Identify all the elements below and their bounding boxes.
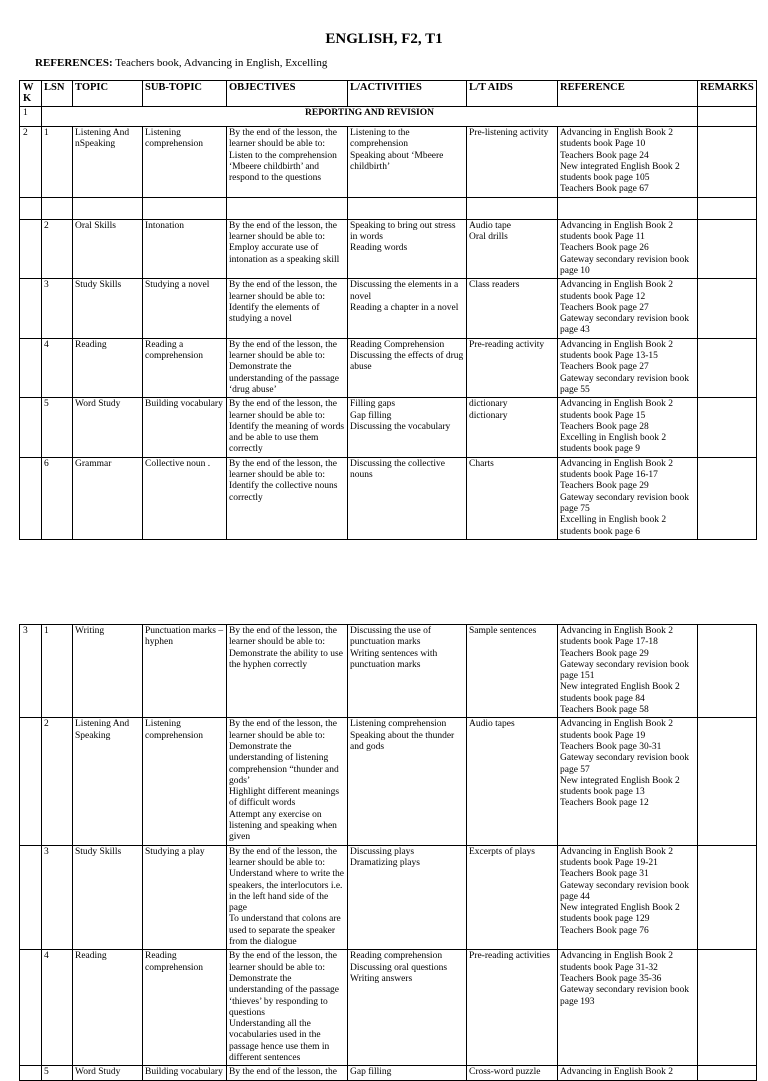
cell-topic: Grammar [73, 457, 143, 539]
week-1-remarks [698, 107, 757, 127]
cell-lsn: 6 [42, 457, 73, 539]
cell-subtopic: Collective noun . [143, 457, 227, 539]
cell-subtopic: Building vocabulary [143, 398, 227, 457]
cell-subtopic: Listening comprehension [143, 127, 227, 198]
cell-wk [20, 457, 42, 539]
cell-lsn: 3 [42, 279, 73, 338]
table-row [20, 338, 757, 397]
cell-lsn: 1 [42, 625, 73, 718]
table-row [20, 398, 757, 457]
cell-activities: Listening to the comprehension Speaking about ‘Mbeere childbirth’ [348, 127, 467, 198]
cell-objectives: By the end of the lesson, the learner should be able to: Employ accurate use of intonation as a speaking skill [227, 219, 348, 278]
cell-activities: Discussing plays Dramatizing plays [348, 845, 467, 950]
cell-remarks [698, 398, 757, 457]
cell-remarks [698, 197, 757, 219]
table-header-row [20, 81, 757, 107]
cell-reference: Advancing in English Book 2 students book Page 19 Teachers Book page 30-31 Gateway secondary revision book page 57 New integrated English Book 2 students book page 13 Teachers Book page 12 [558, 718, 698, 845]
cell-activities: Discussing the elements in a novel Reading a chapter in a novel [348, 279, 467, 338]
header-objectives: OBJECTIVES [227, 81, 348, 107]
cell-reference: Advancing in English Book 2 students book Page 15 Teachers Book page 28 Excelling in English book 2 students book page 9 [558, 398, 698, 457]
cell-wk: 2 [20, 127, 42, 198]
cell-topic: Listening And nSpeaking [73, 127, 143, 198]
cell-remarks [698, 457, 757, 539]
cell-lsn: 4 [42, 338, 73, 397]
cell-objectives: By the end of the lesson, the learner should be able to: Listen to the comprehension ‘Mbeere childbirth’ and respond to the questions [227, 127, 348, 198]
cell-reference: Advancing in English Book 2 students book Page 11 Teachers Book page 26 Gateway secondary revision book page 10 [558, 219, 698, 278]
table-row [20, 219, 757, 278]
table-row [20, 457, 757, 539]
cell-objectives: By the end of the lesson, the learner should be able to: Demonstrate the understanding of the passage ‘drug abuse’ [227, 338, 348, 397]
cell-topic: Reading [73, 338, 143, 397]
cell-activities: Filling gaps Gap filling Discussing the vocabulary [348, 398, 467, 457]
cell-remarks [698, 718, 757, 845]
page-title: ENGLISH, F2, T1 [325, 31, 443, 47]
cell-aids: Audio tape Oral drills [467, 219, 558, 278]
references-line [35, 57, 327, 69]
cell-topic: Study Skills [73, 279, 143, 338]
cell-topic: Writing [73, 625, 143, 718]
cell-lsn [42, 197, 73, 219]
cell-objectives: By the end of the lesson, the learner should be able to: Demonstrate the understanding of listening comprehension “thunder and gods’ Highlight different meanings of difficult words Attempt any exercise on listening and speaking when given [227, 718, 348, 845]
cell-remarks [698, 279, 757, 338]
cell-wk [20, 398, 42, 457]
header-remarks: REMARKS [698, 81, 757, 107]
cell-remarks [698, 127, 757, 198]
week-1-number: 1 [20, 107, 42, 127]
table-row [20, 197, 757, 219]
cell-subtopic: Listening comprehension [143, 718, 227, 845]
cell-reference: Advancing in English Book 2 students book Page 17-18 Teachers Book page 29 Gateway secondary revision book page 151 New integrated English Book 2 students book page 84 Teachers Book page 58 [558, 625, 698, 718]
cell-wk [20, 197, 42, 219]
cell-aids: Charts [467, 457, 558, 539]
cell-reference: Advancing in English Book 2 students book Page 13-15 Teachers Book page 27 Gateway secondary revision book page 55 [558, 338, 698, 397]
cell-lsn: 4 [42, 950, 73, 1066]
cell-lsn: 2 [42, 219, 73, 278]
cell-objectives: By the end of the lesson, the learner should be able to: Demonstrate the ability to use the hyphen correctly [227, 625, 348, 718]
cell-wk [20, 950, 42, 1066]
table-row [20, 950, 757, 1066]
cell-subtopic: Punctuation marks – hyphen [143, 625, 227, 718]
cell-wk [20, 1066, 42, 1080]
cell-aids: Audio tapes [467, 718, 558, 845]
cell-wk [20, 338, 42, 397]
cell-lsn: 2 [42, 718, 73, 845]
cell-aids: Sample sentences [467, 625, 558, 718]
table-row [20, 625, 757, 718]
cell-objectives: By the end of the lesson, the learner should be able to: Understand where to write the speakers, the interlocutors i.e. in the left hand side of the page To understand that colons are used to separate the speaker from the dialogue [227, 845, 348, 950]
table-row [20, 279, 757, 338]
cell-reference: Advancing in English Book 2 students book Page 16-17 Teachers Book page 29 Gateway secondary revision book page 75 Excelling in English book 2 students book page 6 [558, 457, 698, 539]
scheme-table-2 [19, 624, 757, 1081]
cell-subtopic: Studying a play [143, 845, 227, 950]
cell-aids: dictionary dictionary [467, 398, 558, 457]
cell-activities: Listening comprehension Speaking about the thunder and gods [348, 718, 467, 845]
cell-remarks [698, 1066, 757, 1080]
cell-subtopic: Intonation [143, 219, 227, 278]
cell-reference: Advancing in English Book 2 [558, 1066, 698, 1080]
cell-aids: Cross-word puzzle [467, 1066, 558, 1080]
cell-lsn: 1 [42, 127, 73, 198]
cell-activities: Reading comprehension Discussing oral questions Writing answers [348, 950, 467, 1066]
cell-reference: Advancing in English Book 2 students book Page 31-32 Teachers Book page 35-36 Gateway secondary revision book page 193 [558, 950, 698, 1066]
cell-reference [558, 197, 698, 219]
references-text: Teachers book, Advancing in English, Excelling [115, 57, 328, 69]
cell-remarks [698, 950, 757, 1066]
cell-activities: Reading Comprehension Discussing the effects of drug abuse [348, 338, 467, 397]
cell-subtopic: Building vocabulary [143, 1066, 227, 1080]
cell-reference: Advancing in English Book 2 students book Page 19-21 Teachers Book page 31 Gateway secondary revision book page 44 New integrated English Book 2 students book page 129 Teachers Book page 76 [558, 845, 698, 950]
cell-topic [73, 197, 143, 219]
cell-subtopic: Reading comprehension [143, 950, 227, 1066]
header-topic: TOPIC [73, 81, 143, 107]
cell-objectives: By the end of the lesson, the learner should be able to: Identify the elements of studying a novel [227, 279, 348, 338]
cell-activities: Gap filling [348, 1066, 467, 1080]
header-reference: REFERENCE [558, 81, 698, 107]
header-aids: L/T AIDS [467, 81, 558, 107]
cell-aids: Excerpts of plays [467, 845, 558, 950]
cell-aids: Pre-listening activity [467, 127, 558, 198]
week-1-row [20, 107, 757, 127]
cell-activities: Discussing the use of punctuation marks Writing sentences with punctuation marks [348, 625, 467, 718]
cell-topic: Study Skills [73, 845, 143, 950]
scheme-table-1 [19, 80, 757, 540]
cell-objectives: By the end of the lesson, the [227, 1066, 348, 1080]
cell-remarks [698, 219, 757, 278]
cell-activities [348, 197, 467, 219]
cell-aids: Pre-reading activities [467, 950, 558, 1066]
cell-wk [20, 718, 42, 845]
cell-subtopic: Studying a novel [143, 279, 227, 338]
cell-remarks [698, 338, 757, 397]
cell-objectives: By the end of the lesson, the learner should be able to: Identify the meaning of words and be able to use them correctly [227, 398, 348, 457]
cell-activities: Discussing the collective nouns [348, 457, 467, 539]
header-wk: W K [20, 81, 42, 107]
cell-topic: Listening And Speaking [73, 718, 143, 845]
table-row [20, 718, 757, 845]
cell-objectives [227, 197, 348, 219]
cell-aids [467, 197, 558, 219]
cell-objectives: By the end of the lesson, the learner should be able to: Identify the collective nouns correctly [227, 457, 348, 539]
header-subtopic: SUB-TOPIC [143, 81, 227, 107]
cell-remarks [698, 845, 757, 950]
cell-wk [20, 219, 42, 278]
cell-topic: Word Study [73, 398, 143, 457]
cell-reference: Advancing in English Book 2 students book Page 12 Teachers Book page 27 Gateway secondary revision book page 43 [558, 279, 698, 338]
cell-topic: Oral Skills [73, 219, 143, 278]
cell-activities: Speaking to bring out stress in words Reading words [348, 219, 467, 278]
table-row [20, 1066, 757, 1080]
header-activities: L/ACTIVITIES [348, 81, 467, 107]
cell-aids: Class readers [467, 279, 558, 338]
cell-remarks [698, 625, 757, 718]
cell-lsn: 3 [42, 845, 73, 950]
header-lsn: LSN [42, 81, 73, 107]
cell-lsn: 5 [42, 1066, 73, 1080]
cell-objectives: By the end of the lesson, the learner should be able to: Demonstrate the understanding of the passage ‘thieves’ by responding to questions Understanding all the vocabularies used in the passage hence use them in different sentences [227, 950, 348, 1066]
cell-wk: 3 [20, 625, 42, 718]
week-1-text: REPORTING AND REVISION [42, 107, 698, 127]
cell-lsn: 5 [42, 398, 73, 457]
cell-reference: Advancing in English Book 2 students book Page 10 Teachers Book page 24 New integrated English Book 2 students book page 105 Teachers Book page 67 [558, 127, 698, 198]
cell-subtopic [143, 197, 227, 219]
cell-topic: Reading [73, 950, 143, 1066]
cell-wk [20, 845, 42, 950]
cell-subtopic: Reading a comprehension [143, 338, 227, 397]
table-row [20, 127, 757, 198]
references-label: REFERENCES: [35, 57, 113, 69]
cell-wk [20, 279, 42, 338]
table-row [20, 845, 757, 950]
cell-topic: Word Study [73, 1066, 143, 1080]
cell-aids: Pre-reading activity [467, 338, 558, 397]
